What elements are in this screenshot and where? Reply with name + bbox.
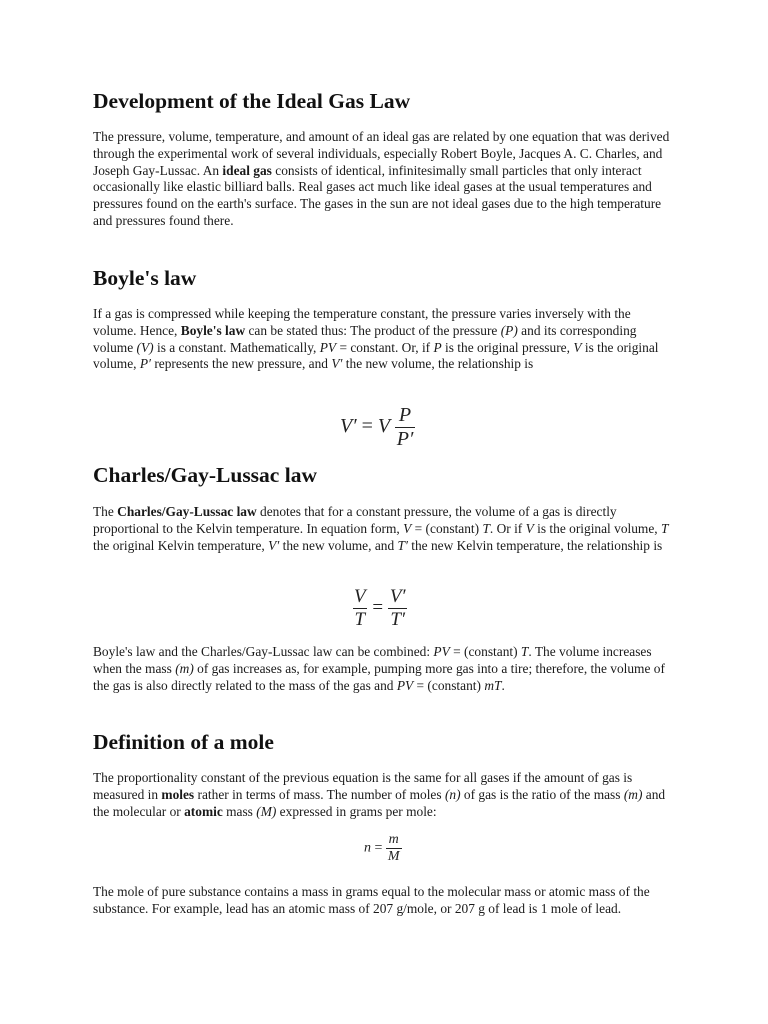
paragraph-boyles-law: If a gas is compressed while keeping the temperature constant, the pressure varies inversely with the volume. Hence, Boyle's law can be stated thus: The product of the pressure (P) and its corresponding volume (V) is a constant. Mathematically, PV = constant. Or, if P is the original pressure, V is the original volume, P′ represents the new pressure, and V′ the new volume, the relationship is xyxy=(93,306,659,372)
term-ideal-gas: ideal gas xyxy=(222,162,272,178)
paragraph-charles-law: The Charles/Gay-Lussac law denotes that for a constant pressure, the volume of a gas is directly proportional to the Kelvin temperature. In equation form, V = (constant) T. Or if V is the original volume, T the original Kelvin temperature, V′ the new volume, and T′ the new Kelvin temperature, the relationship is xyxy=(93,504,669,553)
equation-mole: n = $\frac{m}{M}$ xyxy=(364,832,400,864)
equation-boyles-law: V′ = V $\frac{P}{P'}$ xyxy=(340,404,414,450)
heading-ideal-gas-law: Development of the Ideal Gas Law xyxy=(93,89,411,113)
paragraph-mole-definition: The proportionality constant of the previous equation is the same for all gases if the amount of gas is measured in moles rather in terms of mass. The number of moles (n) of gas is the ratio of the mass (m) and the molecular or atomic mass (M) expressed in grams per mole: xyxy=(93,770,666,819)
paragraph-ideal-gas-intro: The pressure, volume, temperature, and amount of an ideal gas are related by one equation that was derived through the experimental work of several individuals, especially Robert Boyle, Jacques A. C. Charles, and Joseph Gay-Lussac. An ideal gas consists of identical, infinitesimally small particles that only interact occasionally like elastic billiard balls. Real gases act much like ideal gases at the usual temperatures and pressures found on the earth's surface. The gases in the sun are not ideal gases due to the high temperature and pressures found there. xyxy=(93,129,670,228)
equation-charles-law: $\frac{V}{T}$ = $\frac{V'}{T'}$ xyxy=(354,586,406,630)
heading-charles-gay-lussac-law: Charles/Gay-Lussac law xyxy=(93,463,317,487)
paragraph-combined-law: Boyle's law and the Charles/Gay-Lussac law can be combined: PV = (constant) T. The volume increases when the mass (m) of gas increases as, for example, pumping more gas into a tire; therefore, the volume of the gas is also directly related to the mass of the gas and PV = (constant) mT. xyxy=(93,644,665,693)
heading-definition-of-mole: Definition of a mole xyxy=(93,730,274,754)
paragraph-mole-example: The mole of pure substance contains a mass in grams equal to the molecular mass or atomic mass of the substance. For example, lead has an atomic mass of 207 g/mole, or 207 g of lead is 1 mole of lead. xyxy=(93,884,650,916)
heading-boyles-law: Boyle's law xyxy=(93,266,197,290)
